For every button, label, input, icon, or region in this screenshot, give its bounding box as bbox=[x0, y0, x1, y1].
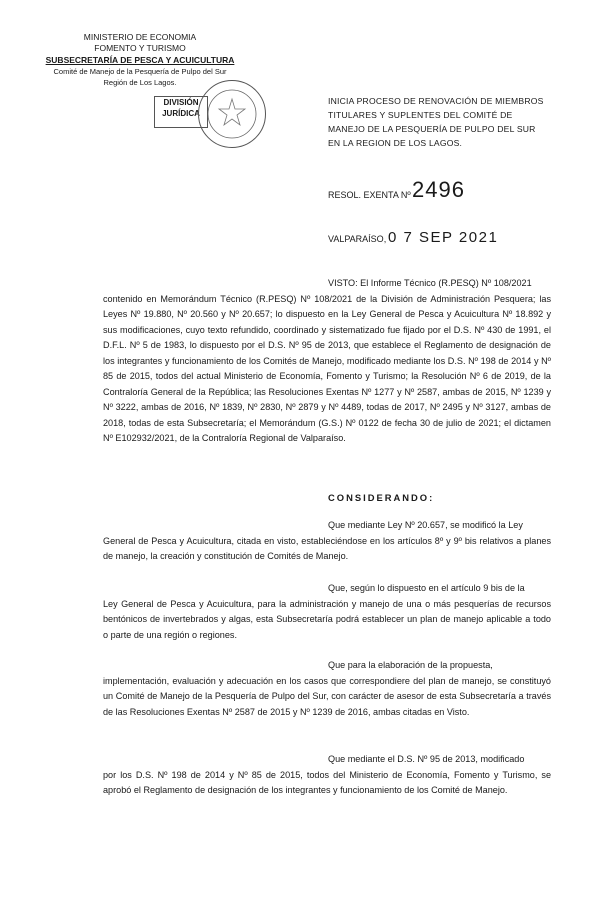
considerando-1-first-line: Que mediante Ley Nº 20.657, se modificó la Ley bbox=[328, 520, 523, 530]
ministry-subtitle: FOMENTO Y TURISMO bbox=[94, 43, 186, 53]
visto-paragraph bbox=[103, 276, 551, 447]
considerando-2-first-line: Que, según lo dispuesto en el artículo 9 bis de la bbox=[328, 583, 525, 593]
seal-graphic bbox=[199, 81, 265, 147]
considerando-heading: CONSIDERANDO: bbox=[328, 492, 435, 503]
considerando-1-body: General de Pesca y Acuicultura, citada en visto, estableciéndose en los artículos 8º y 9º bis relativos a planes de manejo, la creación y constitución de Comités de Manejo. bbox=[103, 535, 551, 561]
considerando-paragraph-1 bbox=[103, 518, 551, 565]
considerando-3-first-line: Que para la elaboración de la propuesta, bbox=[328, 660, 493, 670]
considerando-paragraph-3 bbox=[103, 658, 551, 720]
visto-body: contenido en Memorándum Técnico (R.PESQ) Nº 108/2021 de la División de Administración Pesquera; las Leyes Nº 19.880, Nº 20.560 y Nº 20.657; lo dispuesto en la Ley General de Pesca y Acuicultura Nº 18.892 y sus modificaciones, cuyo texto refundido, coordinado y sistematizado fue fijado por el D.S. Nº 430 de 1991, el D.F.L. Nº 5 de 1983, lo dispuesto por el D.S. Nº 95 de 2013, que establece el Reglamento de designación de los integrantes y funcionamiento de los Comités de Manejo, modificado mediante los D.S. Nº 198 de 2014 y Nº 85 de 2015, todos del actual Ministerio de Economía, Fomento y Turismo; la Resolución Nº 6 de 2019, de la Contraloría General de la República; las Resoluciones Exentas Nº 1277 y Nº 2587, ambas de 2015, Nº 1239 y Nº 3222, ambas de 2016, Nº 1839, Nº 2830, Nº 2879 y Nº 4489, todas de 2017, Nº 2495 y Nº 3127, ambas de 2018, todas de esta Subsecretaría; el Memorándum (G.S.) Nº 0122 de fecha 30 de julio de 2021; el dictamen Nº E102932/2021, de la Contraloría Regional de Valparaíso. bbox=[103, 293, 551, 443]
resolution-number: 2496 bbox=[412, 177, 465, 202]
visto-first-line: VISTO: El Informe Técnico (R.PESQ) Nº 108/2021 bbox=[328, 278, 532, 288]
stamp-line-2: JURÍDICA bbox=[162, 109, 200, 118]
stamp-line-1: DIVISIÓN bbox=[163, 98, 199, 107]
date-stamp: 0 7 SEP 2021 bbox=[388, 229, 499, 246]
region-name: Región de Los Lagos. bbox=[103, 78, 177, 87]
committee-name: Comité de Manejo de la Pesquería de Pulpo del Sur bbox=[53, 67, 227, 76]
ministry-name: MINISTERIO DE ECONOMIA bbox=[83, 32, 197, 42]
resolution-label: RESOL. EXENTA Nº bbox=[328, 190, 411, 200]
considerando-2-body: Ley General de Pesca y Acuicultura, para la administración y manejo de una o más pesquerías de recursos bentónicos de invertebrados y algas, esta Subsecretaría podrá establecer un plan de manejo aplicable a todo o parte de una región o regiones. bbox=[103, 598, 551, 640]
place-city: VALPARAÍSO, bbox=[328, 234, 387, 244]
considerando-4-first-line: Que mediante el D.S. Nº 95 de 2013, modificado bbox=[328, 754, 525, 764]
ministry-seal bbox=[198, 80, 266, 148]
document-title: INICIA PROCESO DE RENOVACIÓN DE MIEMBROS TITULARES Y SUPLENTES DEL COMITÉ DE MANEJO DE LA PESQUERÍA DE PULPO DEL SUR EN LA REGION DE LOS LAGOS. bbox=[328, 96, 544, 148]
subsecretariat-name: SUBSECRETARÍA DE PESCA Y ACUICULTURA bbox=[45, 55, 235, 65]
considerando-paragraph-2 bbox=[103, 581, 551, 643]
considerando-4-body: por los D.S. Nº 198 de 2014 y Nº 85 de 2015, todos del Ministerio de Economía, Fomento y Turismo, se aprobó el Reglamento de designación de los integrantes y funcionamiento de los Comité de Manejo. bbox=[103, 769, 551, 795]
considerando-paragraph-4 bbox=[103, 752, 551, 799]
considerando-3-body: implementación, evaluación y adecuación en los casos que correspondiere del plan de manejo, se constituyó un Comité de Manejo de la Pesquería de Pulpo del Sur, con carácter de asesor de esta Subsecretaría a través de las Resoluciones Exentas Nº 2587 de 2015 y Nº 1239 de 2016, ambas citadas en Visto. bbox=[103, 675, 551, 717]
